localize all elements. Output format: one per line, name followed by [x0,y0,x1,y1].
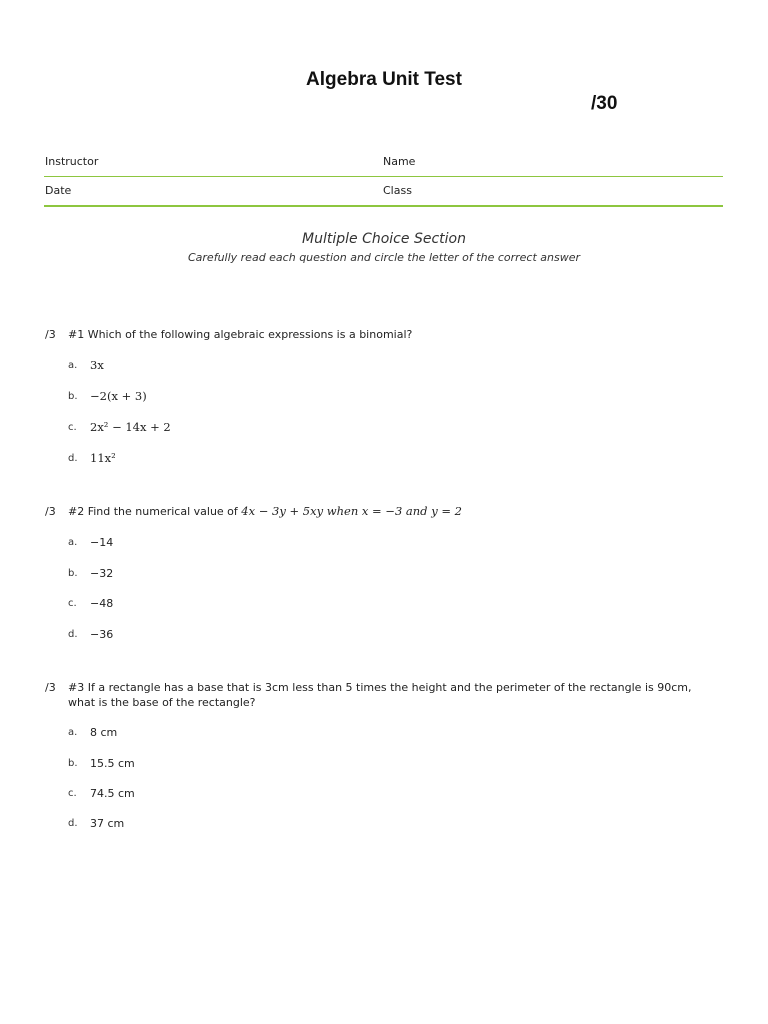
option-letter: d. [68,629,78,640]
name-label: Name [383,155,416,168]
option-value: 2x² − 14x + 2 [90,420,171,434]
date-label: Date [45,184,72,197]
question-text-line-1: #3 If a rectangle has a base that is 3cm less than 5 times the height and the perimeter of the rectangle is 90cm, [68,681,692,694]
option-value: 8 cm [90,726,118,739]
section-instructions: Carefully read each question and circle the letter of the correct answer [187,251,581,264]
section-title: Multiple Choice Section [302,231,466,247]
option-value: 3x [90,358,104,372]
question-points: /3 [45,681,56,694]
option-letter: d. [68,453,78,464]
option-value: 11x² [90,451,116,465]
option-value: 37 cm [90,817,125,830]
page-title: Algebra Unit Test [306,69,462,90]
question-points: /3 [45,505,56,518]
option-letter: a. [68,360,78,371]
option-letter: b. [68,391,78,402]
option-letter: c. [68,788,77,799]
instructor-label: Instructor [45,155,99,168]
option-value: −32 [90,567,114,580]
question-text [68,680,718,710]
option-letter: b. [68,758,78,769]
info-row-date-class [44,177,723,207]
option-value: −2(x + 3) [90,389,147,403]
option-value: −14 [90,536,114,549]
option-letter: c. [68,422,77,433]
question-text [68,504,718,519]
question-text-line-2: what is the base of the rectangle? [68,696,256,709]
option-letter: a. [68,727,78,738]
student-info-table [44,148,723,207]
option-value: −36 [90,628,114,641]
option-value: 15.5 cm [90,757,135,770]
question-points: /3 [45,328,56,341]
question-text-prefix: #2 Find the numerical value of [68,505,242,518]
option-letter: a. [68,537,78,548]
class-label: Class [383,184,412,197]
info-row-instructor-name [44,148,723,177]
option-value: 74.5 cm [90,787,135,800]
option-letter: c. [68,598,77,609]
question-text: #1 Which of the following algebraic expressions is a binomial? [68,328,413,341]
question-math-expression: 4x − 3y + 5xy when x = −3 and y = 2 [241,504,462,518]
option-letter: b. [68,568,78,579]
option-value: −48 [90,597,114,610]
total-score: /30 [591,93,618,114]
option-letter: d. [68,818,78,829]
